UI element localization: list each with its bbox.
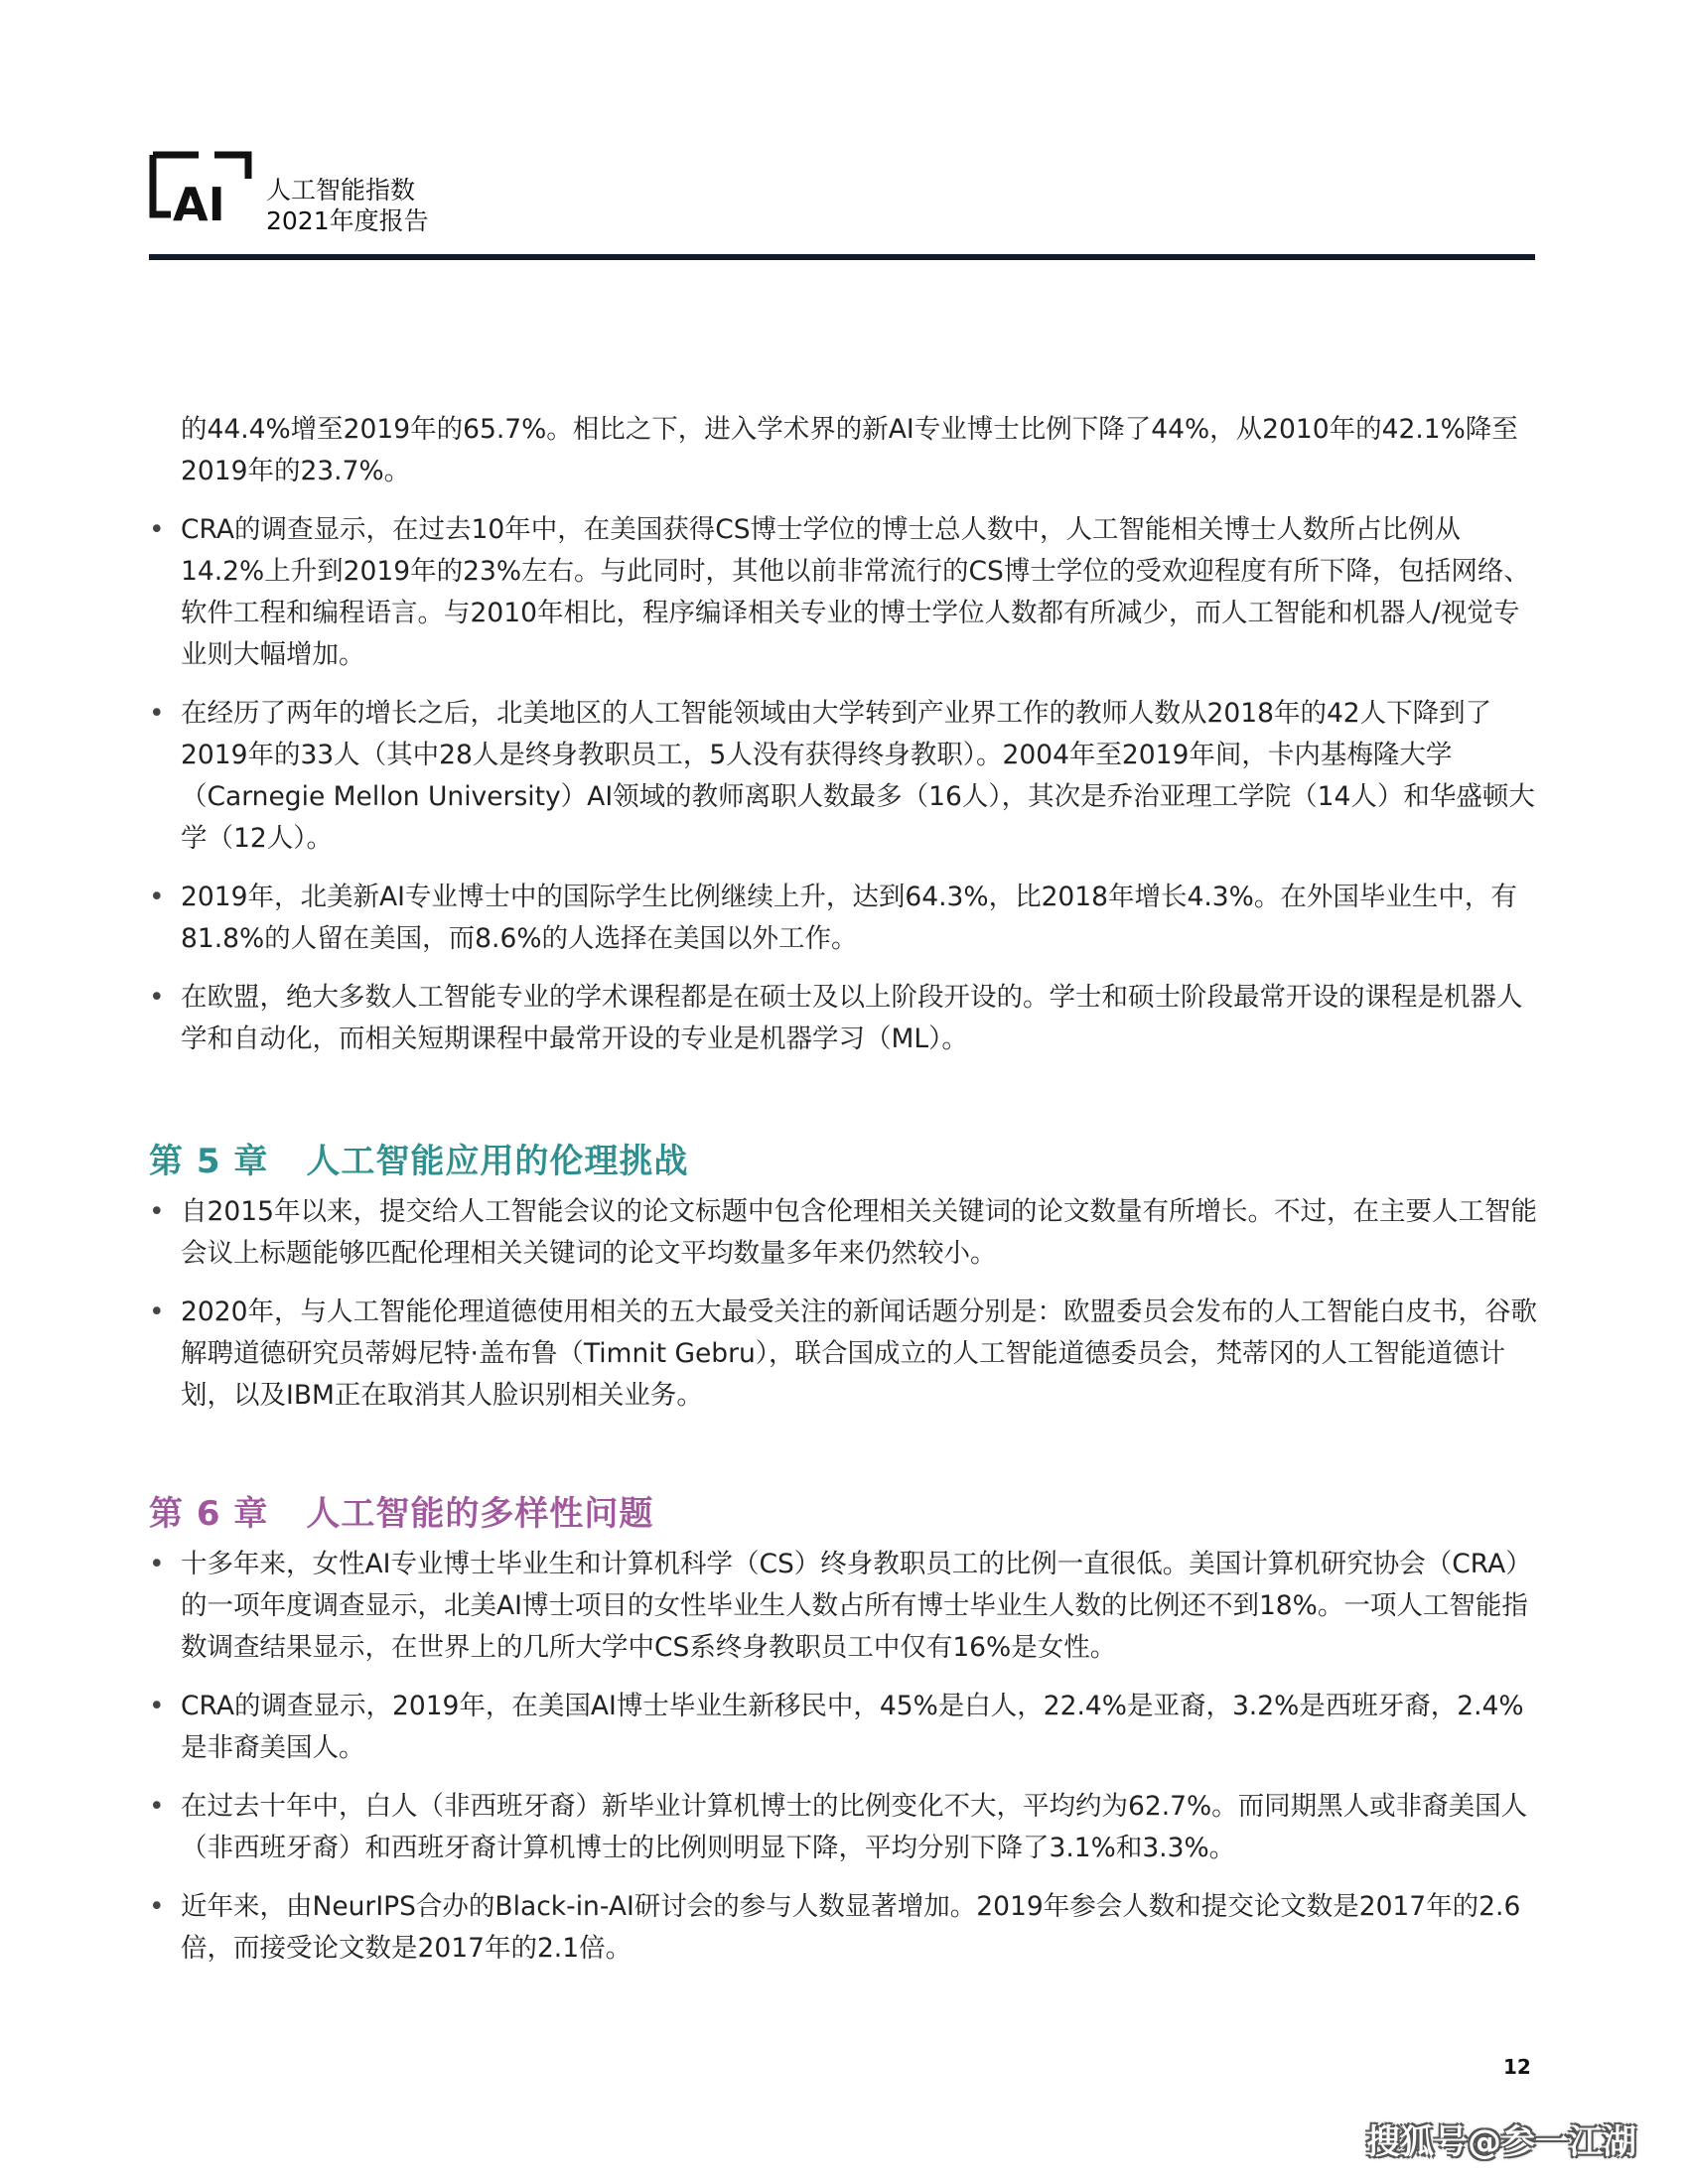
logo-text: AI <box>173 178 225 226</box>
chapter-6-list <box>149 1544 1539 1970</box>
list-item: • 近年来，由NeurIPS合办的Black-in-AI研讨会的参与人数显著增加。2019年参会人数和提交论文数是2017年的2.6倍，而接受论文数是2017年的2.1倍。 <box>149 1886 1539 1970</box>
list-item: • 在经历了两年的增长之后，北美地区的人工智能领域由大学转到产业界工作的教师人数从2018年的42人下降到了2019年的33人（其中28人是终身教职员工，5人没有获得终身教职）。2004年至2019年间，卡内基梅隆大学（Carnegie Mellon University）AI领域的教师离职人数最多（16人），其次是乔治亚理工学院（14人）和华盛顿大学（12人）。 <box>149 693 1539 860</box>
list-item: • 2020年，与人工智能伦理道德使用相关的五大最受关注的新闻话题分别是：欧盟委员会发布的人工智能白皮书，谷歌解聘道德研究员蒂姆尼特·盖布鲁（Timnit Gebru），联合国成立的人工智能道德委员会，梵蒂冈的人工智能道德计划，以及IBM正在取消其人脸识别相关业务。 <box>149 1292 1539 1417</box>
report-title-line1: 人工智能指数 <box>266 176 416 205</box>
chapter-5-list <box>149 1191 1539 1417</box>
list-item: • CRA的调查显示，在过去10年中，在美国获得CS博士学位的博士总人数中，人工智能相关博士人数所占比例从14.2%上升到2019年的23%左右。与此同时，其他以前非常流行的CS博士学位的受欢迎程度有所下降，包括网络、软件工程和编程语言。与2010年相比，程序编译相关专业的博士学位人数都有所减少，而人工智能和机器人/视觉专业则大幅增加。 <box>149 509 1539 676</box>
list-item: • CRA的调查显示，2019年，在美国AI博士毕业生新移民中，45%是白人，22.4%是亚裔，3.2%是西班牙裔，2.4%是非裔美国人。 <box>149 1686 1539 1769</box>
chapter-5-heading <box>149 1138 1539 1185</box>
list-item: • 2019年，北美新AI专业博士中的国际学生比例继续上升，达到64.3%，比2018年增长4.3%。在外国毕业生中，有81.8%的人留在美国，而8.6%的人选择在美国以外工作。 <box>149 877 1539 960</box>
header-divider <box>149 254 1535 260</box>
intro-continuation: 的44.4%增至2019年的65.7%。相比之下，进入学术界的新AI专业博士比例下降了44%，从2010年的42.1%降至2019年的23.7%。 <box>181 414 1518 486</box>
chapter-6-heading <box>149 1490 1539 1538</box>
chapter-6-number: 第 6 章 <box>149 1494 269 1534</box>
page-body <box>149 409 1539 1970</box>
chapter-5-title: 人工智能应用的伦理挑战 <box>306 1142 689 1181</box>
report-title <box>266 175 429 236</box>
list-item: • 在欧盟，绝大多数人工智能专业的学术课程都是在硕士及以上阶段开设的。学士和硕士阶段最常开设的课程是机器人学和自动化，而相关短期课程中最常开设的专业是机器学习（ML）。 <box>149 977 1539 1060</box>
list-item: • 十多年来，女性AI专业博士毕业生和计算机科学（CS）终身教职员工的比例一直很低。美国计算机研究协会（CRA）的一项年度调查显示，北美AI博士项目的女性毕业生人数占所有博士毕业生人数的比例还不到18%。一项人工智能指数调查结果显示，在世界上的几所大学中CS系终身教职员工中仅有16%是女性。 <box>149 1544 1539 1669</box>
report-header <box>149 149 1535 258</box>
page-number: 12 <box>1503 2055 1531 2079</box>
watermark: 搜狐号@参一江湖 <box>1366 2122 1636 2162</box>
report-title-line2: 2021年度报告 <box>266 206 429 235</box>
chapter-5-number: 第 5 章 <box>149 1142 269 1181</box>
bullet-list-top <box>149 509 1539 1060</box>
list-item: • 在过去十年中，白人（非西班牙裔）新毕业计算机博士的比例变化不大，平均约为62.7%。而同期黑人或非裔美国人（非西班牙裔）和西班牙裔计算机博士的比例则明显下降，平均分别下降了3.1%和3.3%。 <box>149 1786 1539 1869</box>
ai-index-logo <box>149 149 252 226</box>
chapter-6-title: 人工智能的多样性问题 <box>306 1494 654 1534</box>
list-item: • 自2015年以来，提交给人工智能会议的论文标题中包含伦理相关关键词的论文数量有所增长。不过，在主要人工智能会议上标题能够匹配伦理相关关键词的论文平均数量多年来仍然较小。 <box>149 1191 1539 1275</box>
